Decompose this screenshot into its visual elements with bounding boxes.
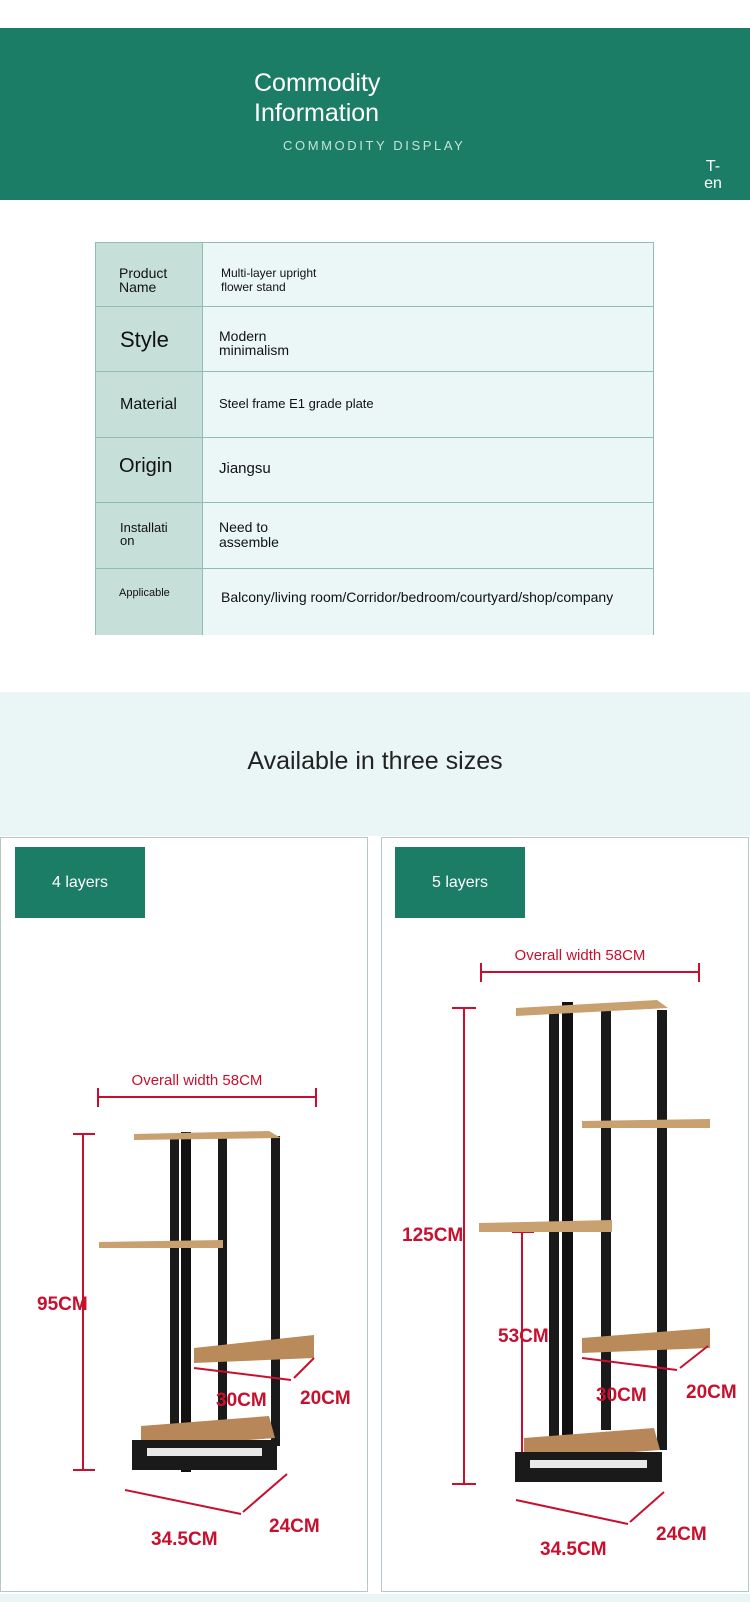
spec-row-product-name	[96, 243, 653, 307]
shelf-diagram-5-layers	[382, 838, 750, 1593]
height-label: 125CM	[402, 1225, 464, 1246]
spec-value: Need to assemble	[203, 503, 653, 568]
spec-row-origin	[96, 438, 653, 503]
shelf-left	[479, 1220, 612, 1232]
spec-row-material	[96, 372, 653, 438]
spec-label: Origin	[96, 438, 203, 502]
spec-value: Balcony/living room/Corridor/bedroom/courtyard/shop/company	[203, 569, 653, 635]
corner-tag: T- en	[704, 158, 722, 192]
base-gap	[530, 1460, 647, 1468]
frame-post	[170, 1134, 179, 1470]
page-subtitle: COMMODITY DISPLAY	[283, 138, 466, 153]
base-depth-label: 24CM	[656, 1524, 707, 1545]
spec-label: Installation	[96, 503, 203, 568]
sizes-title: Available in three sizes	[247, 747, 503, 775]
spec-value: Modern minimalism	[203, 307, 653, 371]
bottom-strip	[0, 1594, 750, 1602]
product-panel-4-layers	[0, 837, 368, 1592]
frame-post	[601, 1010, 611, 1430]
shelf-left	[99, 1240, 223, 1248]
shelf-diagram-4-layers	[1, 838, 369, 1593]
page-title: Commodity Information	[254, 69, 381, 127]
shelf-depth-line	[294, 1358, 314, 1378]
spec-label: Material	[96, 372, 203, 437]
shelf-depth-label: 20CM	[686, 1382, 737, 1403]
base-width-line	[125, 1490, 241, 1514]
header-banner	[0, 28, 750, 200]
overall-width-label: Overall width 58CM	[514, 947, 646, 964]
base-width-label: 34.5CM	[540, 1539, 607, 1560]
shelf-top	[134, 1131, 281, 1140]
frame-post	[657, 1010, 667, 1450]
spec-value: Steel frame E1 grade plate	[203, 372, 653, 437]
sizes-section	[0, 692, 750, 836]
shelf-width-label: 30CM	[216, 1390, 267, 1411]
spec-label: Product Name	[96, 243, 203, 306]
shelf-depth-line	[680, 1346, 708, 1368]
height-label: 95CM	[37, 1294, 88, 1315]
shelf-top	[516, 1000, 668, 1016]
layer-badge: 5 layers	[395, 847, 525, 918]
spec-row-applicable	[96, 569, 653, 635]
spec-row-style	[96, 307, 653, 372]
base-depth-line	[630, 1492, 664, 1522]
frame-post	[549, 1010, 559, 1466]
spec-label: Style	[96, 307, 203, 371]
spec-value: Jiangsu	[203, 438, 653, 502]
spec-row-installation	[96, 503, 653, 569]
frame-post	[271, 1136, 280, 1446]
base-width-line	[516, 1500, 628, 1524]
mid-height-label: 53CM	[498, 1326, 549, 1347]
spec-table	[95, 242, 654, 635]
overall-width-label: Overall width 58CM	[131, 1072, 263, 1089]
shelf-lower	[194, 1335, 314, 1363]
base-gap	[147, 1448, 262, 1456]
spec-value: Multi-layer upright flower stand	[203, 243, 653, 306]
base-depth-label: 24CM	[269, 1516, 320, 1537]
spec-label: Applicable	[96, 569, 203, 635]
shelf-width-label: 30CM	[596, 1385, 647, 1406]
base-depth-line	[243, 1474, 287, 1512]
product-panel-5-layers	[381, 837, 749, 1592]
frame-post	[181, 1132, 191, 1472]
layer-badge: 4 layers	[15, 847, 145, 918]
base-width-label: 34.5CM	[151, 1529, 218, 1550]
shelf-depth-label: 20CM	[300, 1388, 351, 1409]
frame-post	[562, 1002, 573, 1472]
